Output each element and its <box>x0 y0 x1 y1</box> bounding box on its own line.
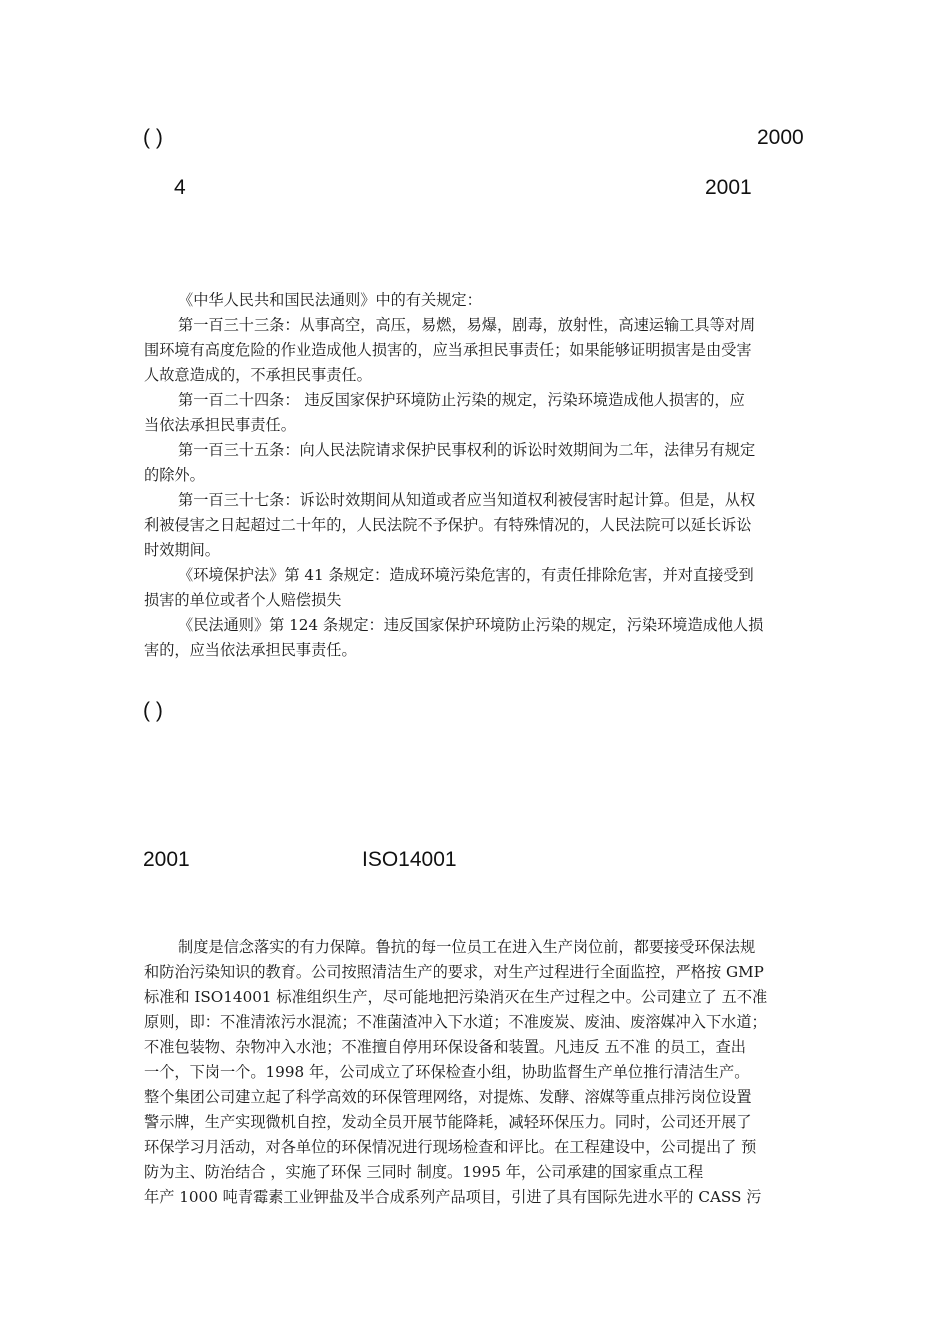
law-line: 第一百三十三条：从事高空，高压，易燃，易爆，剧毒，放射性，高速运输工具等对周 <box>178 316 756 334</box>
policy-line: 环保学习月活动，对各单位的环保情况进行现场检查和评比。在工程建设中，公司提出了 预 <box>144 1138 757 1156</box>
policy-line: 防为主、防治结合 ，实施了环保 三同时 制度。1995 年，公司承建的国家重点工程 <box>144 1163 704 1181</box>
policy-line: 原则，即：不准清浓污水混流；不准菌渣冲入下水道；不准废炭、废油、废溶媒冲入下水道； <box>144 1013 767 1031</box>
policy-line: 标准和 ISO14001 标准组织生产，尽可能地把污染消灭在生产过程之中。公司建立了 五不准 <box>144 988 768 1006</box>
law-line: 当依法承担民事责任。 <box>144 416 296 434</box>
year-2000-fragment: 2000 <box>757 126 804 149</box>
law-line: 第一百三十五条：向人民法院请求保护民事权利的诉讼时效期间为二年，法律另有规定 <box>178 441 756 459</box>
law-provisions-block <box>144 288 814 663</box>
law-line: 害的，应当依法承担民事责任。 <box>144 641 357 659</box>
law-line: 利被侵害之日起超过二十年的，人民法院不予保护。有特殊情况的，人民法院可以延长诉讼 <box>144 516 752 534</box>
law-line: 人故意造成的，不承担民事责任。 <box>144 366 372 384</box>
paren-fragment-mid: ( ) <box>143 699 163 722</box>
year-2001-fragment-top: 2001 <box>705 176 752 199</box>
iso-fragment: ISO14001 <box>362 848 457 871</box>
year-2001-fragment-mid: 2001 <box>143 848 190 871</box>
policy-line: 不准包装物、杂物冲入水池；不准擅自停用环保设备和装置。凡违反 五不准 的员工，查出 <box>144 1038 746 1056</box>
number-4-fragment: 4 <box>174 176 186 199</box>
law-line: 《民法通则》第 124 条规定：违反国家保护环境防止污染的规定，污染环境造成他人损 <box>178 616 764 634</box>
policy-block <box>144 935 814 1210</box>
law-line: 第一百二十四条： 违反国家保护环境防止污染的规定，污染环境造成他人损害的，应 <box>178 391 745 409</box>
law-line: 时效期间。 <box>144 541 220 559</box>
policy-line: 警示牌，生产实现微机自控，发动全员开展节能降耗，减轻环保压力。同时，公司还开展了 <box>144 1113 752 1131</box>
policy-line: 一个，下岗一个。1998 年，公司成立了环保检查小组，协助监督生产单位推行清洁生产。 <box>144 1063 750 1081</box>
policy-line: 制度是信念落实的有力保障。鲁抗的每一位员工在进入生产岗位前，都要接受环保法规 <box>178 938 756 956</box>
law-line: 围环境有高度危险的作业造成他人损害的，应当承担民事责任；如果能够证明损害是由受害 <box>144 341 752 359</box>
policy-line: 整个集团公司建立起了科学高效的环保管理网络，对提炼、发酵、溶媒等重点排污岗位设置 <box>144 1088 752 1106</box>
law-line: 第一百三十七条：诉讼时效期间从知道或者应当知道权利被侵害时起计算。但是，从权 <box>178 491 756 509</box>
law-line: 《中华人民共和国民法通则》中的有关规定： <box>178 291 482 309</box>
policy-line: 和防治污染知识的教育。公司按照清洁生产的要求，对生产过程进行全面监控，严格按 GMP <box>144 963 764 981</box>
law-line: 损害的单位或者个人赔偿损失 <box>144 591 342 609</box>
law-line: 《环境保护法》第 41 条规定：造成环境污染危害的，有责任排除危害，并对直接受到 <box>178 566 754 584</box>
policy-line: 年产 1000 吨青霉素工业钾盐及半合成系列产品项目，引进了具有国际先进水平的 CASS 污 <box>144 1188 762 1206</box>
paren-fragment-top: ( ) <box>143 126 163 149</box>
law-line: 的除外。 <box>144 466 205 484</box>
